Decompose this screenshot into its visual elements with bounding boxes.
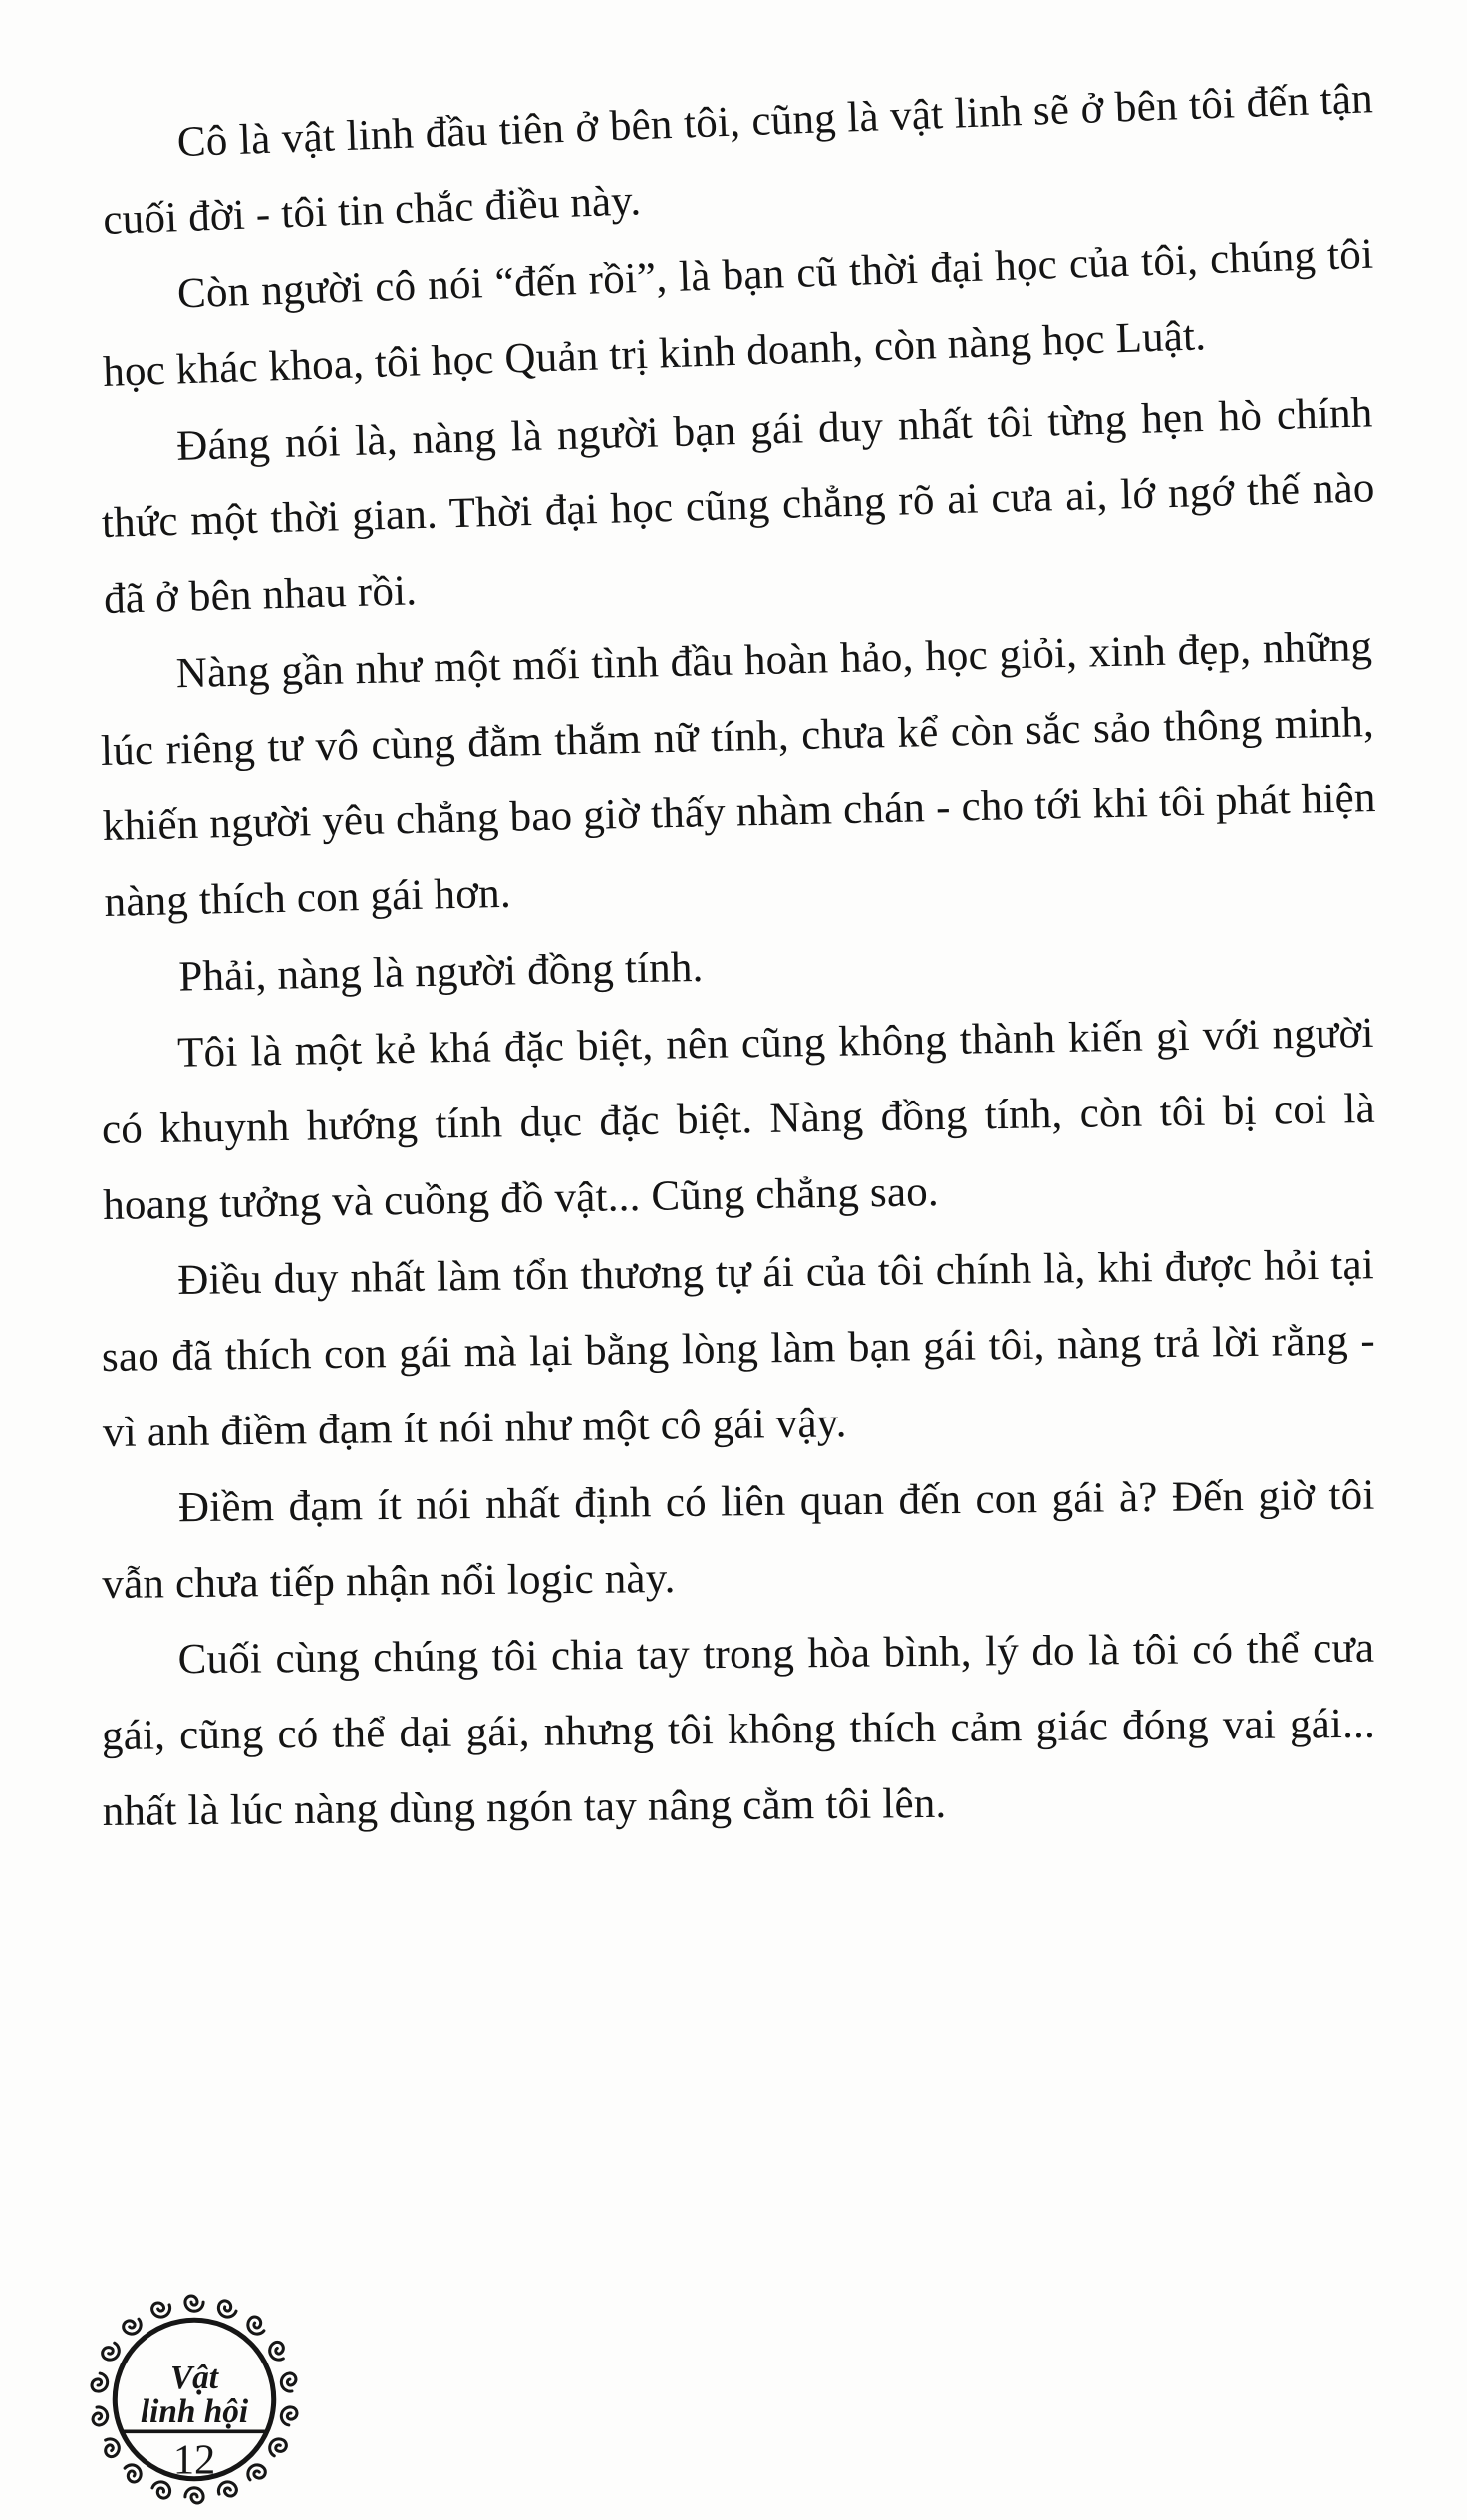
paragraph: Đáng nói là, nàng là người bạn gái duy nhất tôi từng hẹn hò chính thức một thời gian. Thời đại học cũng chẳng rõ ai cưa ai, lớ ngớ thế nào đã ở bên nhau rồi. [101,389,1376,623]
series-title-line1: Vật [169,2359,219,2396]
page-text [100,75,1377,1850]
paragraph: Cô là vật linh đầu tiên ở bên tôi, cũng là vật linh sẽ ở bên tôi đến tận cuối đời - tôi tin chắc điều này. [102,75,1374,244]
paragraph: Nàng gần như một mối tình đầu hoàn hảo, học giỏi, xinh đẹp, những lúc riêng tư vô cùng đằm thắm nữ tính, chưa kể còn sắc sảo thông minh, khiến người yêu chẳng bao giờ thấy nhàm chán - cho tới khi tôi phát hiện nàng thích con gái hơn. [100,623,1377,926]
paragraph: Điều duy nhất làm tổn thương tự ái của tôi chính là, khi được hỏi tại sao đã thích con gái mà lại bằng lòng làm bạn gái tôi, nàng trả lời rằng - vì anh điềm đạm ít nói như một cô gái vậy. [101,1241,1376,1456]
paragraph: Cuối cùng chúng tôi chia tay trong hòa bình, lý do là tôi có thể cưa gái, cũng có thể dại gái, nhưng tôi không thích cảm giác đóng vai gái... nhất là lúc nàng dùng ngón tay nâng cằm tôi lên. [101,1624,1376,1835]
paragraph: Còn người cô nói “đến rồi”, là bạn cũ thời đại học của tôi, chúng tôi học khác khoa, tôi học Quản trị kinh doanh, còn nàng học Luật. [102,230,1374,396]
series-medallion-ornament-icon [86,2291,303,2508]
page-number: 12 [172,2436,216,2484]
paragraph: Tôi là một kẻ khá đặc biệt, nên cũng không thành kiến gì với người có khuynh hướng tính dục đặc biệt. Nàng đồng tính, còn tôi bị coi là hoang tưởng và cuồng đồ vật... Cũng chẳng sao. [101,1009,1376,1229]
paragraph: Điềm đạm ít nói nhất định có liên quan đến con gái à? Đến giờ tôi vẫn chưa tiếp nhận nổi logic này. [102,1471,1375,1608]
series-title-line2: linh hội [140,2393,249,2431]
paragraph: Phải, nàng là người đồng tính. [177,943,704,1001]
